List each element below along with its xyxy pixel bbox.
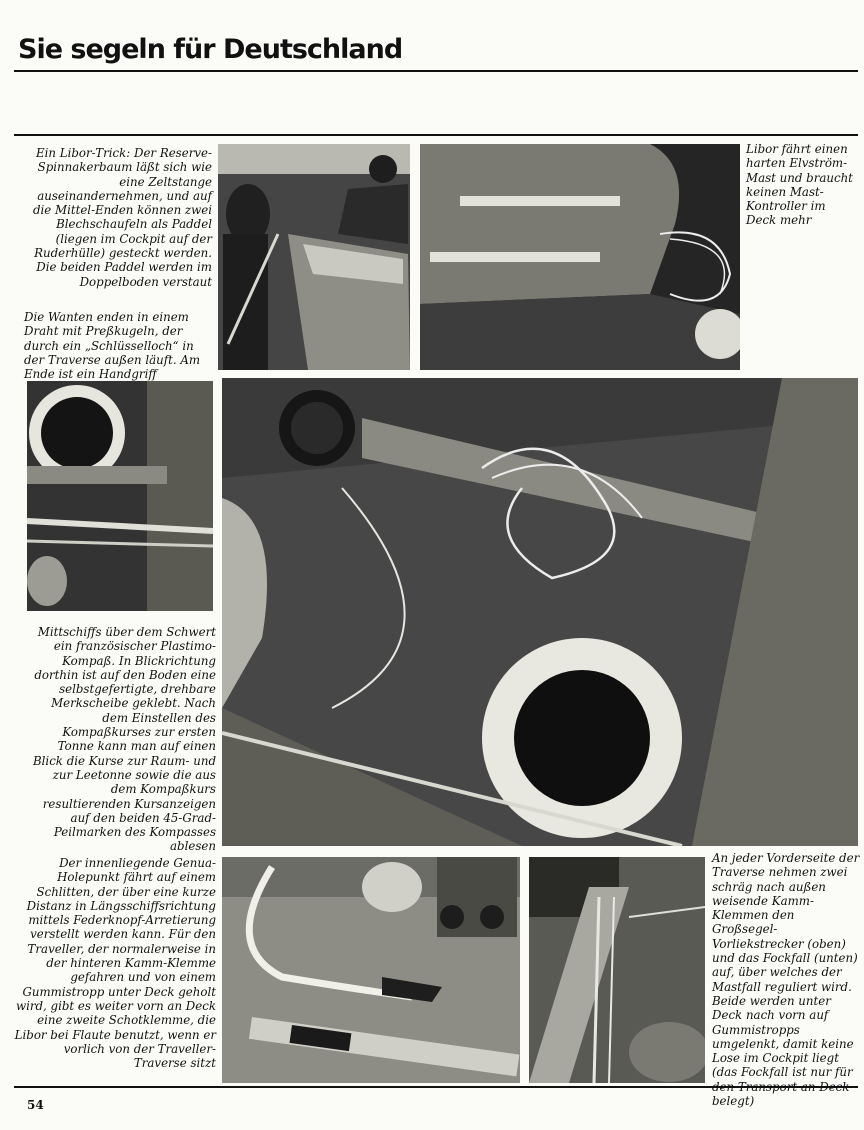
photo-mast-deck [420, 144, 740, 370]
photo-spinnaker-paddle [218, 144, 410, 370]
caption-libor-trick: Ein Libor-Trick: Der Reserve-Spinnakerbaum läßt sich wie eine Zeltstange auseinandernehmen, und auf die Mittel-Enden können zwei Blechschaufeln als Paddel (liegen im Cockpit auf der Ruderhülle) gesteckt werden. Die beiden Paddel werden im Doppelboden verstaut [32, 146, 212, 289]
photo-traverse-klemmen [529, 857, 705, 1083]
photo-genua-holepunkt [222, 857, 520, 1083]
photo-wanten-traverse [27, 381, 213, 611]
caption-kompass: Mittschiffs über dem Schwert ein französischer Plastimo-Kompaß. In Blickrichtung dorthin ist auf den Boden eine selbstgefertigte, drehbare Merkscheibe geklebt. Nach dem Einstellen des Kompaßkurses zur ersten Tonne kann man auf einen Blick die Kurse zur Raum- und zur Leetonne sowie die aus dem Kompaßkurs resultierenden Kursanzeigen auf den beiden 45-Grad-Peilmarken des Kompasses ablesen [32, 625, 216, 854]
layout-rule-upper [14, 134, 858, 136]
caption-genua: Der innenliegende Genua-Holepunkt fährt auf einem Schlitten, der über eine kurze Distanz in Längsschiffsrichtung mittels Federknopf-Arretierung verstellt werden kann. Für den Traveller, der normalerweise in der hinteren Kamm-Klemme gefahren und von einem Gummistropp unter Deck geholt wird, gibt es weiter vorn an Deck eine zweite Schotklemme, die Libor bei Flaute benutzt, wenn er vorlich von der Traveller-Traverse sitzt [14, 856, 216, 1071]
article-title: Sie segeln für Deutschland [18, 34, 403, 65]
caption-wanten: Die Wanten enden in einem Draht mit Preßkugeln, der durch ein „Schlüsselloch“ in der Traverse außen läuft. Am Ende ist ein Handgriff [24, 310, 201, 382]
photo-cockpit-compass [222, 378, 858, 846]
caption-traverse: An jeder Vorderseite der Traverse nehmen zwei schräg nach außen weisende Kamm-Klemmen den Großsegel-Vorliekstrecker (oben) und das Fockfall (unten) auf, über welches der Mastfall reguliert wird. Beide werden unter Deck nach vorn auf Gummistropps umgelenkt, damit keine Lose im Cockpit liegt (das Fockfall ist nur für den Transport an Deck belegt) [712, 851, 860, 1109]
title-rule-top [14, 70, 858, 72]
caption-mast: Libor fährt einen harten Elvström-Mast und braucht keinen Mast-Kontroller im Deck mehr [746, 142, 853, 228]
page-number: 54 [27, 1098, 44, 1112]
